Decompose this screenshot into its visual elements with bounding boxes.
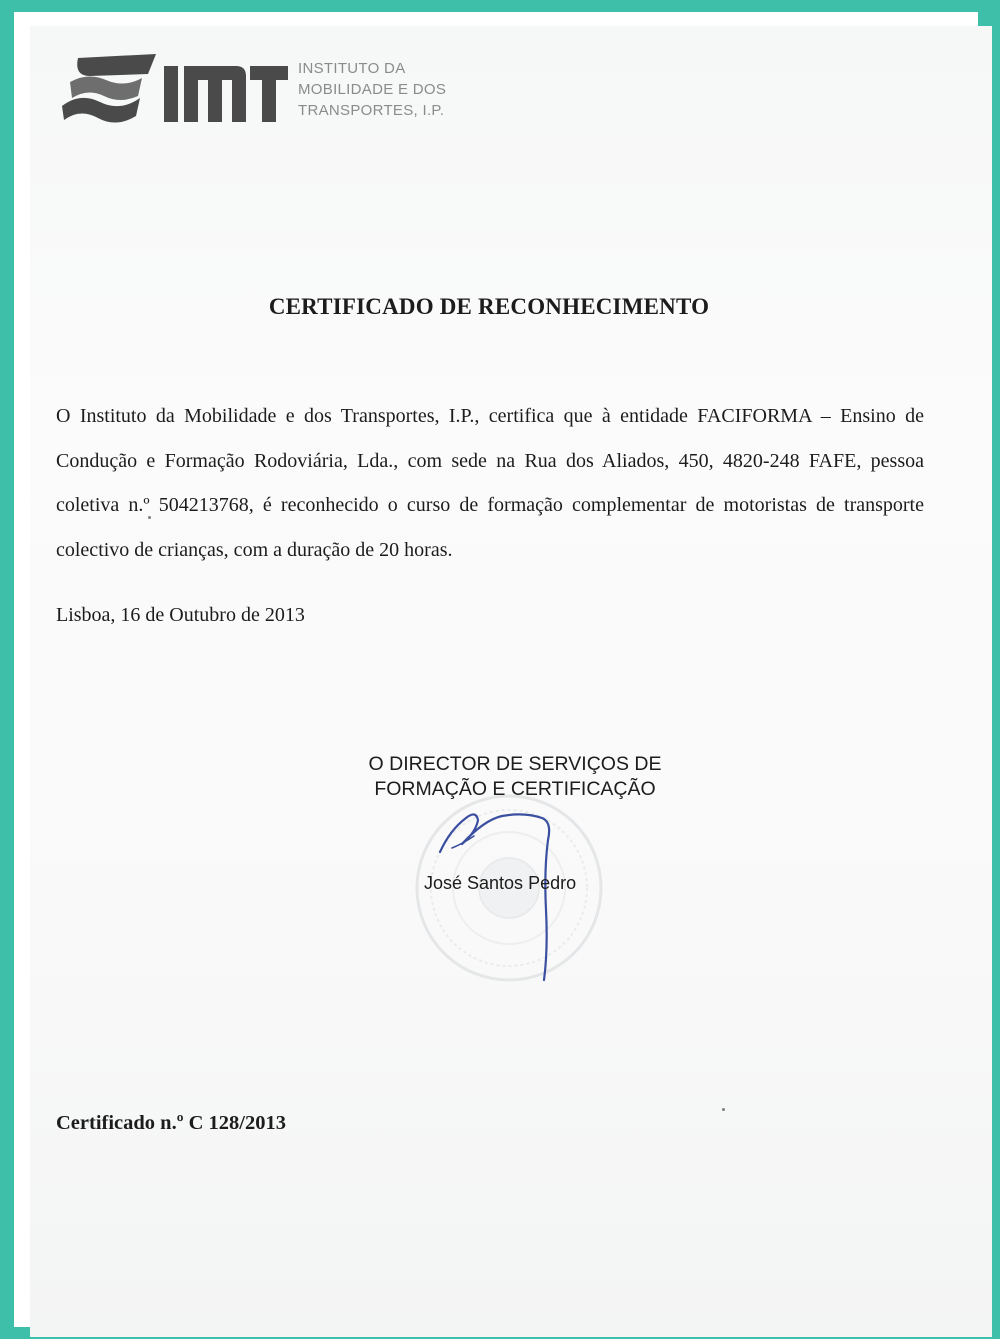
logo-subtitle (298, 58, 446, 121)
logo-subtitle-line: TRANSPORTES, I.P. (298, 102, 445, 119)
director-title-line: FORMAÇÃO E CERTIFICAÇÃO (374, 778, 656, 800)
signer-name: José Santos Pedro (424, 873, 577, 893)
place-date: Lisboa, 16 de Outubro de 2013 (56, 604, 305, 626)
logo-subtitle-line: INSTITUTO DA (298, 60, 406, 77)
certificate-number: Certificado n.º C 128/2013 (56, 1112, 286, 1134)
certificate-paper (30, 26, 992, 1337)
certificate-body: O Instituto da Mobilidade e dos Transportes, I.P., certifica que à entidade FACIFORMA – Ensino de Condução e Formação Rodoviária, Lda., com sede na Rua dos Aliados, 450, 4820-248 FAFE, pessoa coletiva n.º 504213768, é reconhecido o curso de formação complementar de motoristas de transporte colectivo de crianças, com a duração de 20 horas. (56, 405, 924, 561)
document-title: CERTIFICADO DE RECONHECIMENTO (268, 294, 710, 319)
wave-road-icon (60, 52, 290, 132)
director-title (330, 752, 700, 802)
paper-speck (722, 1108, 725, 1111)
director-title-line: O DIRECTOR DE SERVIÇOS DE (368, 753, 662, 775)
paper-speck (148, 516, 151, 519)
logo-subtitle-line: MOBILIDADE E DOS (298, 81, 447, 98)
imt-logo (60, 52, 480, 132)
